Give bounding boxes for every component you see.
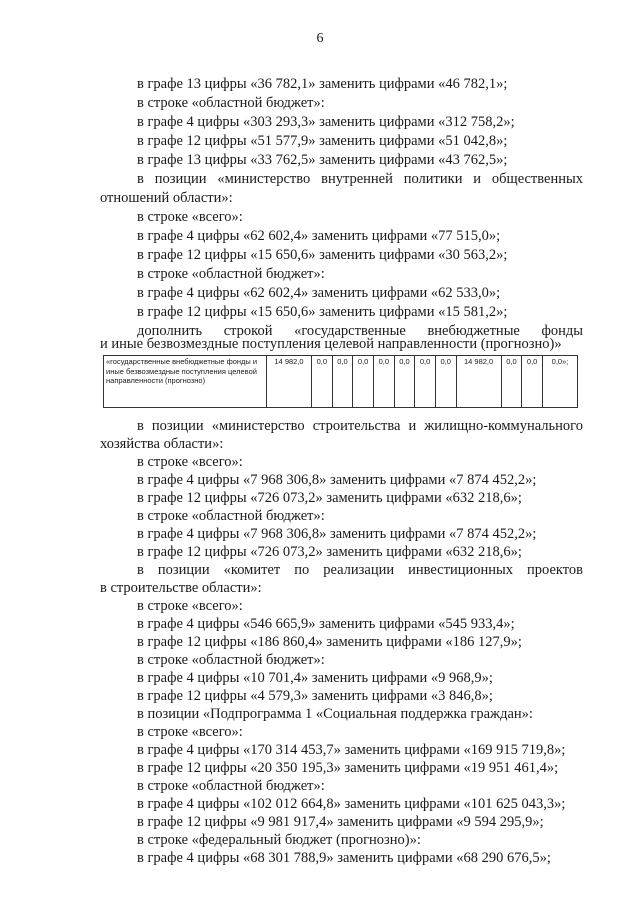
word: общественных — [491, 171, 583, 187]
text-line: в графе 12 цифры «4 579,3» заменить цифрами «3 846,8»; — [137, 688, 493, 704]
table-cell: 0,0 — [522, 356, 543, 408]
justified-line — [137, 418, 583, 435]
word: позиции — [154, 171, 207, 187]
table-cell: 0,0»; — [543, 356, 578, 408]
word: в — [137, 171, 144, 187]
text-line: в строке «областной бюджет»: — [137, 652, 325, 668]
word: внутренней — [321, 171, 393, 187]
text-line: в строке «областной бюджет»: — [137, 508, 325, 524]
text-line: отношений области»: — [100, 190, 233, 206]
table-row — [104, 356, 578, 408]
text-line: хозяйства области»: — [100, 436, 224, 452]
word: и — [408, 418, 417, 434]
justified-line — [137, 562, 583, 579]
word: «государственные — [294, 323, 406, 339]
text-line: в строке «всего»: — [137, 209, 243, 225]
word: и — [473, 171, 482, 187]
text-line: в графе 4 цифры «10 701,4» заменить цифрами «9 968,9»; — [137, 670, 493, 686]
table-cell: 0,0 — [394, 356, 415, 408]
word: «министерство — [211, 418, 305, 434]
word: жилищно-коммунального — [424, 418, 583, 434]
text-line: и иные безвозмездные поступления целевой направленности (прогнозно)» — [100, 336, 562, 352]
text-line: в строке «федеральный бюджет (прогнозно)»: — [137, 832, 421, 848]
table-cell-label: «государственные внебюджетные фонды и иные безвозмездные поступления целевой направленности (прогнозно) — [104, 356, 267, 408]
text-line: в графе 12 цифры «186 860,4» заменить цифрами «186 127,9»; — [137, 634, 522, 650]
text-line: в графе 4 цифры «68 301 788,9» заменить цифрами «68 290 676,5»; — [137, 850, 551, 866]
word: фонды — [541, 323, 583, 339]
word: в — [137, 418, 144, 434]
text-line: в графе 13 цифры «36 782,1» заменить цифрами «46 782,1»; — [137, 76, 508, 92]
word: реализации — [323, 562, 395, 578]
text-line: в строке «областной бюджет»: — [137, 266, 325, 282]
word: внебюджетные — [427, 323, 520, 339]
justified-line — [137, 171, 583, 188]
inserted-table-row — [103, 355, 578, 408]
text-line: в графе 12 цифры «20 350 195,3» заменить цифрами «19 951 461,4»; — [137, 760, 559, 776]
text-line: в графе 12 цифры «726 073,2» заменить цифрами «632 218,6»; — [137, 490, 522, 506]
text-line: в строке «областной бюджет»: — [137, 778, 325, 794]
text-line: в графе 4 цифры «546 665,9» заменить цифрами «545 933,4»; — [137, 616, 515, 632]
text-line: в позиции «Подпрограмма 1 «Социальная поддержка граждан»: — [137, 706, 533, 722]
word: позиции — [151, 418, 204, 434]
table-cell: 0,0 — [353, 356, 374, 408]
word: «министерство — [217, 171, 311, 187]
text-line: в графе 4 цифры «102 012 664,8» заменить цифрами «101 625 043,3»; — [137, 796, 566, 812]
text-line: в графе 4 цифры «62 602,4» заменить цифрами «77 515,0»; — [137, 228, 501, 244]
text-line: в графе 12 цифры «15 650,6» заменить цифрами «15 581,2»; — [137, 304, 508, 320]
word: дополнить — [137, 323, 203, 339]
text-line: в строке «областной бюджет»: — [137, 95, 325, 111]
text-line: в строке «всего»: — [137, 724, 243, 740]
page-number: 6 — [316, 31, 324, 46]
text-line: в графе 4 цифры «7 968 306,8» заменить цифрами «7 874 452,2»; — [137, 472, 537, 488]
text-line: в графе 13 цифры «33 762,5» заменить цифрами «43 762,5»; — [137, 152, 508, 168]
table-cell: 0,0 — [373, 356, 394, 408]
text-line: в строке «всего»: — [137, 454, 243, 470]
word: строительства — [312, 418, 401, 434]
table-cell: 0,0 — [312, 356, 333, 408]
word: проектов — [527, 562, 583, 578]
word: позиции — [157, 562, 210, 578]
text-line: в строительстве области»: — [100, 580, 262, 596]
text-line: в графе 4 цифры «62 602,4» заменить цифрами «62 533,0»; — [137, 285, 501, 301]
text-line: в графе 12 цифры «15 650,6» заменить цифрами «30 563,2»; — [137, 247, 508, 263]
table-cell: 0,0 — [415, 356, 436, 408]
word: по — [294, 562, 310, 578]
text-line: в графе 12 цифры «9 981 917,4» заменить цифрами «9 594 295,9»; — [137, 814, 544, 830]
word: в — [137, 562, 144, 578]
table-cell: 0,0 — [435, 356, 456, 408]
table-cell: 0,0 — [332, 356, 353, 408]
table-cell: 14 982,0 — [267, 356, 312, 408]
text-line: в графе 4 цифры «303 293,3» заменить цифрами «312 758,2»; — [137, 114, 515, 130]
word: политики — [403, 171, 463, 187]
table-cell: 14 982,0 — [456, 356, 501, 408]
text-line: в строке «всего»: — [137, 598, 243, 614]
word: строкой — [223, 323, 273, 339]
text-line: в графе 12 цифры «51 577,9» заменить цифрами «51 042,8»; — [137, 133, 508, 149]
text-line: в графе 12 цифры «726 073,2» заменить цифрами «632 218,6»; — [137, 544, 522, 560]
text-line: в графе 4 цифры «7 968 306,8» заменить цифрами «7 874 452,2»; — [137, 526, 537, 542]
word: «комитет — [223, 562, 281, 578]
table-cell: 0,0 — [501, 356, 522, 408]
word: инвестиционных — [408, 562, 514, 578]
text-line: в графе 4 цифры «170 314 453,7» заменить цифрами «169 915 719,8»; — [137, 742, 566, 758]
